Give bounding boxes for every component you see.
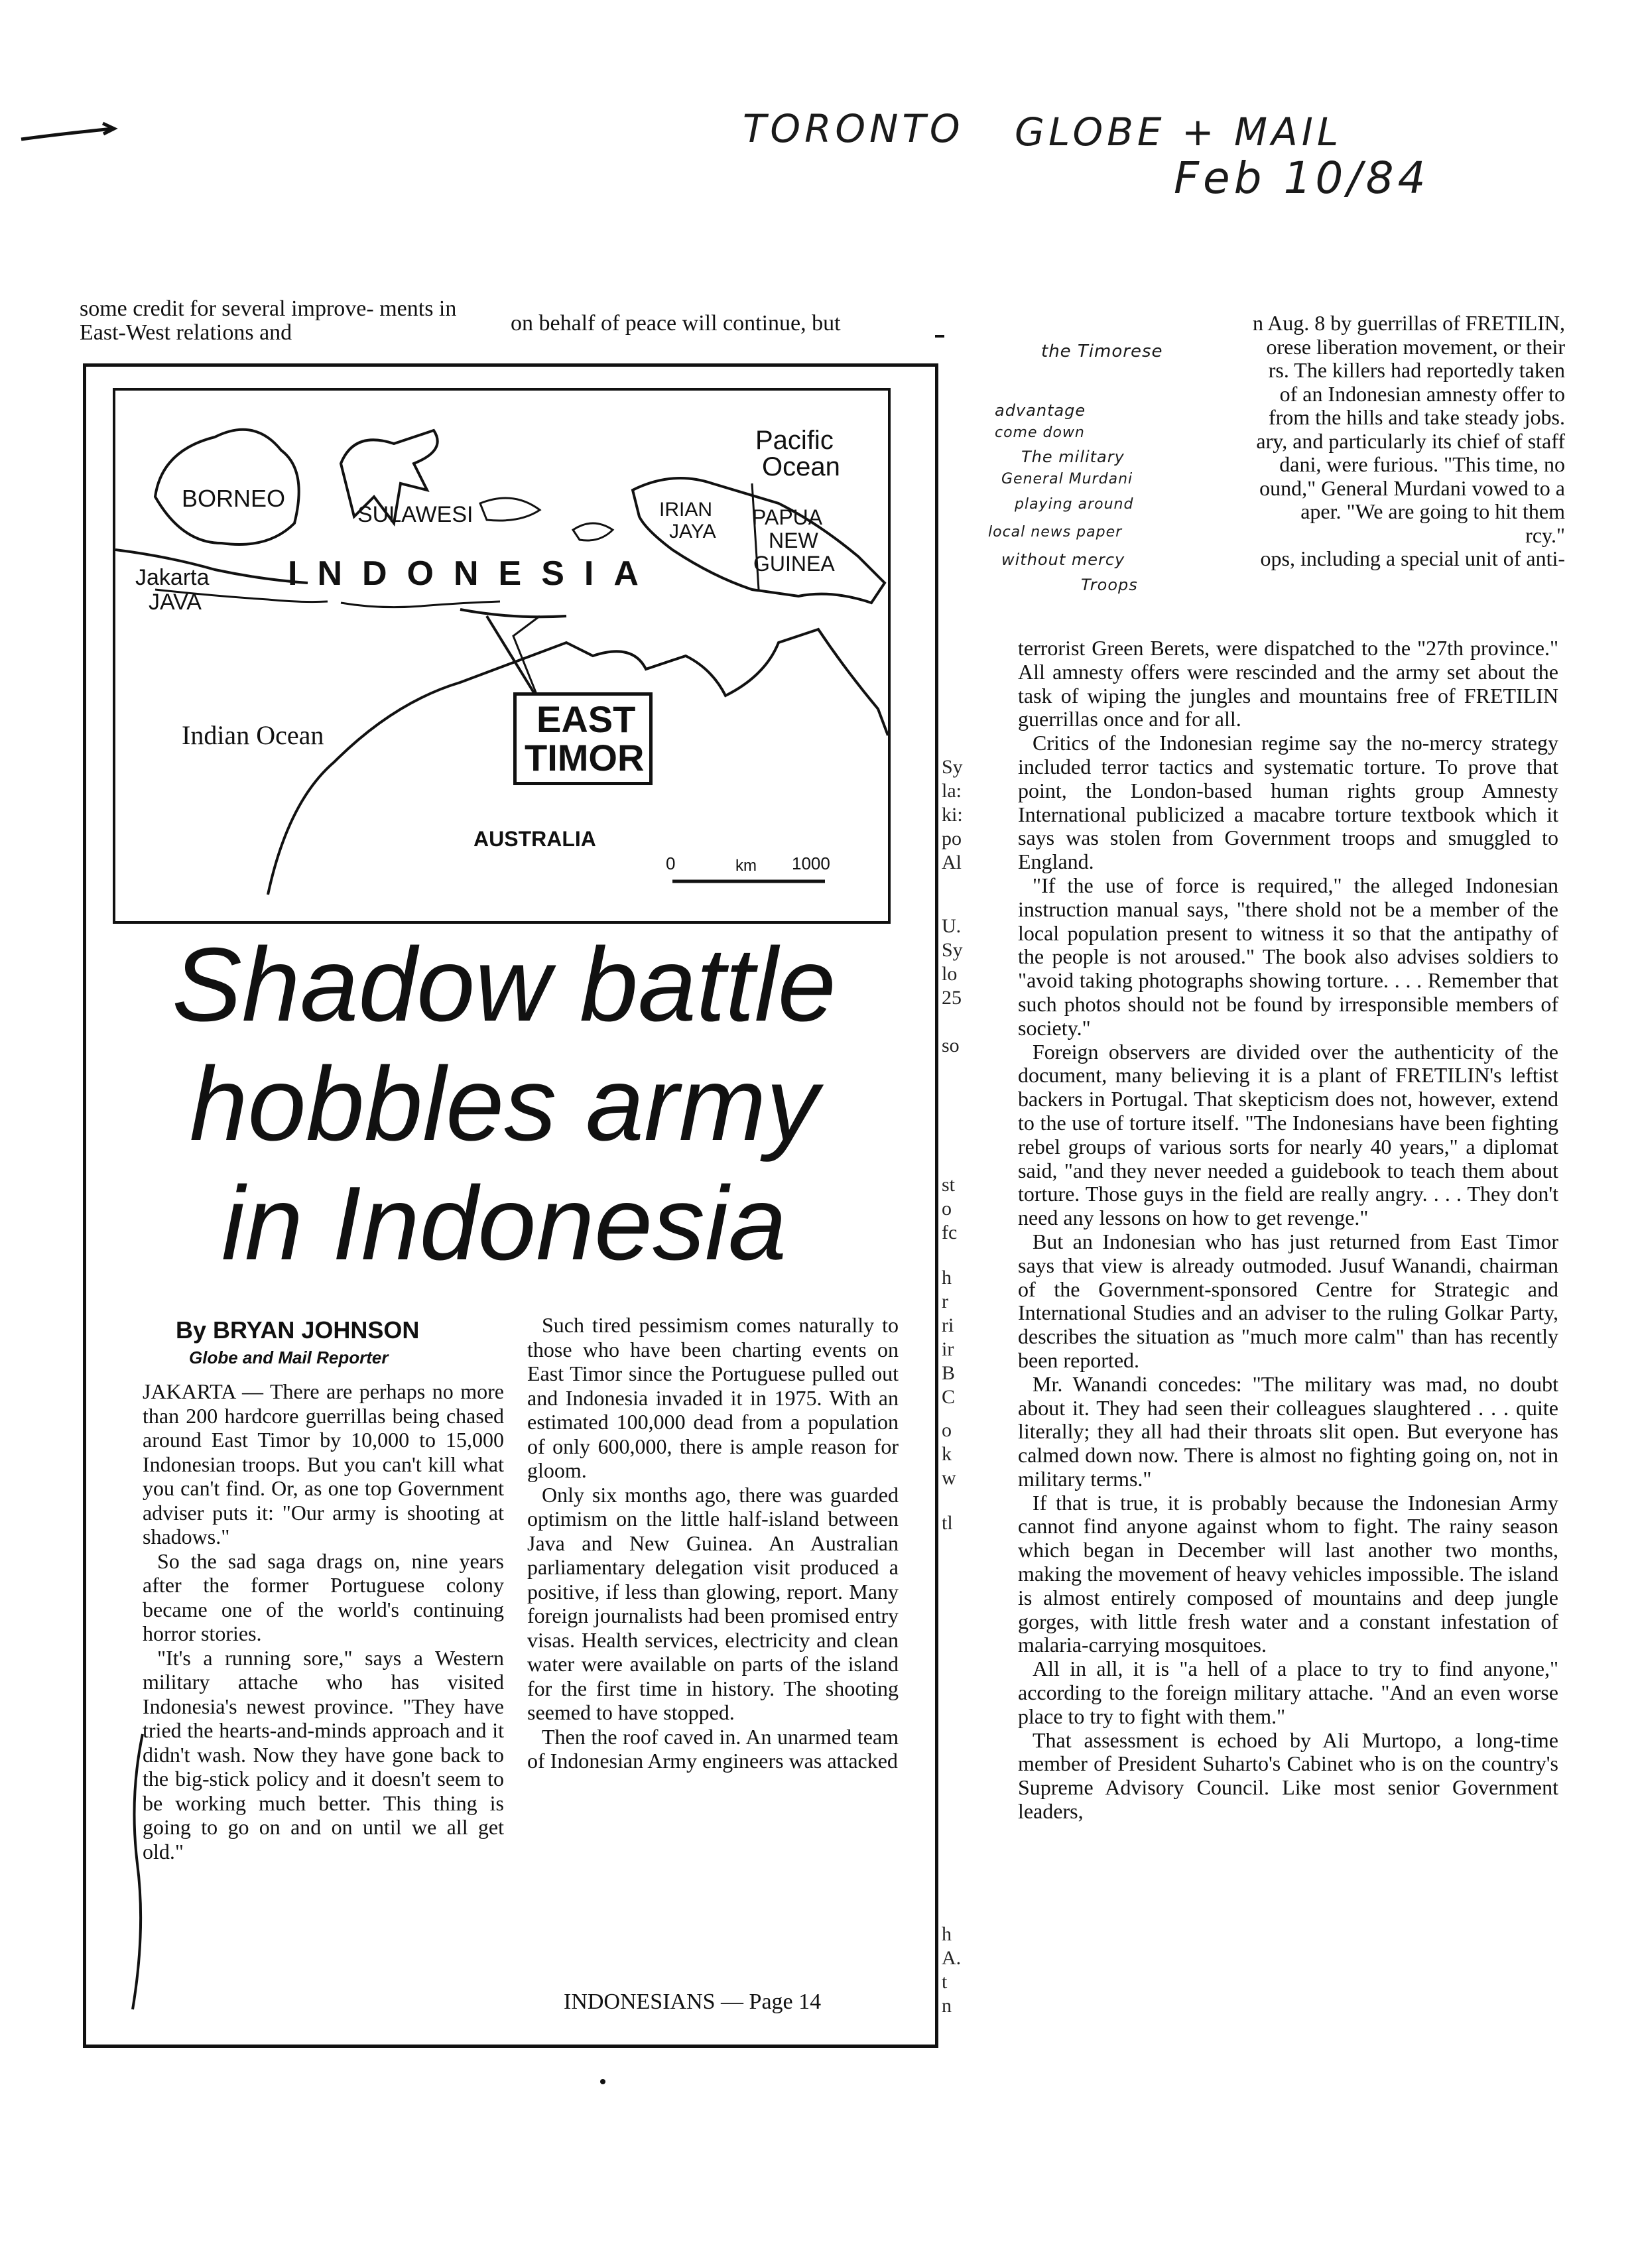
gutter-fragment: fc [942,1222,958,1243]
map-label-indian-ocean: Indian Ocean [182,720,324,750]
annotation-date: Feb 10/84 [1174,153,1430,204]
handwritten-note: Troops [1081,576,1138,594]
col3-top-line: rs. The killers had reportedly taken [1268,358,1565,382]
col3-paragraph: Mr. Wanandi concedes: "The military was mad, no doubt about it. They had seen their colleagues slaughtered . . . quite literally; they all had their throats slit open. But everyone has calmed down now. There is almost no fighting going on, not in military terms." [1018,1371,1558,1491]
col3-top-line: ary, and particularly its chief of staff [1256,428,1565,453]
map-label-pacific: Pacific [755,426,834,455]
handwritten-note: The military [1021,448,1125,466]
handwritten-note: General Murdani [1001,471,1133,487]
gutter-fragment: h [942,1267,952,1289]
map-label-irian-2: JAYA [669,521,716,542]
map-scale-zero: 0 [666,853,676,873]
col3-top-line: aper. "We are going to hit them [1300,499,1565,523]
jump-line: INDONESIANS — Page 14 [564,1989,822,2014]
handwritten-note: come down [995,424,1085,441]
handwritten-note: without mercy [1001,550,1125,569]
top-fragment-middle: on behalf of peace will continue, but [511,311,841,336]
gutter-fragment: po [942,828,962,850]
gutter-fragments [942,332,995,2056]
map-label-borneo: BORNEO [182,485,286,512]
map-label-sulawesi: SULAWESI [357,502,473,527]
col2-paragraph: Such tired pessimism comes naturally to those who have been charting events on East Timor since the Portuguese pulled out and Indonesia invaded it in 1975. With an estimated 100,000 dead from a population of only 600,000, there is ample reason for gloom. [527,1313,899,1482]
annotation-source: TORONTO [743,106,964,151]
map-label-australia: AUSTRALIA [473,827,596,851]
headline-line-1: Shadow battle [172,926,836,1043]
gutter-fragment: h [942,1923,952,1945]
map-label-east: EAST [536,698,636,740]
handwritten-note: playing around [1015,496,1134,513]
col1-paragraph: So the sad saga drags on, nine years after the former Portuguese colony became one of the world's continuing horror stories. [143,1548,504,1645]
handwritten-note: the Timorese [1041,342,1163,361]
gutter-fragment: so [942,1035,960,1056]
gutter-fragment: ri [942,1314,954,1336]
arrow-mark-icon [20,119,119,146]
byline-author: By BRYAN JOHNSON [176,1316,420,1344]
col3-paragraph: If that is true, it is probably because the Indonesian Army cannot find anyone against whom to fight. The rainy season which began in December will last another two months, making the movement of heavy vehicles impossible. The island is almost entirely composed of mountains and deep jungle gorges, with little fresh water and a constant infestation of malaria-carrying mosquitoes. [1018,1490,1558,1657]
map-label-irian-1: IRIAN [659,499,713,521]
gutter-fragment: B [942,1362,956,1384]
gutter-fragment: C [942,1386,956,1408]
col1-paragraph: "It's a running sore," says a Western military attache who has visited Indonesia's newest province. "They have tried the hearts-and-minds approach and it didn't wash. Now they have gone back to the big-stick policy and it doesn't seem to be working much better. This thing is going to go on and on until we all get old." [143,1645,504,1863]
map-label-jakarta: Jakarta [135,565,210,590]
gutter-fragment: la: [942,780,962,802]
map-label-papua-1: PAPUA [752,505,823,529]
map-label-papua-2: NEW [769,529,818,552]
article-column-2 [527,1313,899,1773]
gutter-fragment: o [942,1198,952,1220]
map-label-indonesia: INDONESIA [288,554,659,593]
gutter-fragment: k [942,1443,952,1465]
gutter-fragment: A. [942,1947,962,1969]
col3-paragraph: All in all, it is "a hell of a place to try to find anyone," according to the foreign military attache. "And an even worse place to try to fight with them." [1018,1657,1558,1728]
gutter-fragment: Al [942,851,962,873]
map-scale-km: km [735,857,757,875]
annotation-paper: GLOBE + MAIL [1015,109,1343,155]
headline-line-2: hobbles army [189,1046,819,1163]
gutter-fragment: r [942,1291,948,1312]
col3-top-line: of an Indonesian amnesty offer to [1279,381,1565,406]
col3-top-line: ops, including a special unit of anti- [1260,546,1565,570]
col1-paragraph: JAKARTA — There are perhaps no more than 200 hardcore guerrillas being chased around East Timor by 10,000 to 15,000 Indonesian troops. But you can't kill what you can't find. Or, as one top Government adviser puts it: "Our army is shooting at shadows." [143,1379,504,1548]
gutter-fragment: ki: [942,804,963,826]
col3-top-line: dani, were furious. "This time, no [1279,452,1565,476]
handwritten-note: advantage [995,401,1086,420]
map-label-papua-3: GUINEA [753,552,835,576]
col3-paragraph: terrorist Green Berets, were dispatched to the "27th province." All amnesty offers were rescinded and the army set about the task of wiping the jungles and mountains free of FRETILIN guerrillas once and for all. [1018,636,1558,731]
gutter-fragment: Sy [942,939,963,961]
map-label-java: JAVA [149,590,202,615]
byline-role: Globe and Mail Reporter [189,1348,389,1367]
col3-top-line: orese liberation movement, or their [1266,334,1565,359]
col3-paragraph: Critics of the Indonesian regime say the no-mercy strategy included terror tactics and systematic torture. To prove that point, the London-based human rights group Amnesty International publicized a macabre torture textbook which it says was stolen from Government troops and smuggled to England. [1018,731,1558,874]
gutter-fragment: w [942,1467,956,1489]
col3-top-line: from the hills and take steady jobs. [1268,405,1565,429]
scan-dot [935,335,944,338]
top-fragment-left: some credit for several improve- ments in East-West relations and [80,296,457,345]
map [113,388,891,924]
gutter-fragment: o [942,1419,952,1441]
gutter-fragment: Sy [942,756,963,778]
scan-dot [600,2079,605,2084]
map-scale-1000: 1000 [792,853,830,873]
col2-paragraph: Only six months ago, there was guarded optimism on the little half-island between Java and New Guinea. An Australian parliamentary delegation visit produced a positive, if less than glowing, report. Many foreign journalists had been promised entry visas. Health services, electricity and clean water were available on parts of the island for the first time in history. The shooting seemed to have stopped. [527,1482,899,1724]
gutter-fragment: U. [942,915,962,937]
col3-paragraph: But an Indonesian who has just returned from East Timor says that view is already outmoded. Jusuf Wanandi, chairman of the Government-sponsored Centre for Strategic and International Studies and an adviser to the ruling Golkar Party, describes the situation as "much more calm" than has recently been reported. [1018,1229,1558,1372]
gutter-fragment: t [942,1971,948,1993]
article-column-1 [143,1379,504,1863]
east-timor-label-box [513,692,653,785]
gutter-fragment: tl [942,1512,953,1534]
col3-paragraph: Foreign observers are divided over the authenticity of the document, many believing it is a plant of FRETILIN's leftist backers in Portugal. That skepticism does not, however, extend to the use of torture itself. "The Indonesians have been fighting rebel groups of various sorts for nearly 40 years," a diplomat said, "and they never needed a guidebook to teach them about torture. Those guys in the field are really angry. . . . They don't need any lessons on how to get revenge." [1018,1039,1558,1230]
col3-paragraph: That assessment is echoed by Ali Murtopo, a long-time member of President Suharto's Cabinet who is on the country's Supreme Advisory Council. Like most senior Government leaders, [1018,1728,1558,1824]
gutter-fragment: ir [942,1338,954,1360]
col2-paragraph: Then the roof caved in. An unarmed team of Indonesian Army engineers was attacked [527,1724,899,1773]
gutter-fragment: lo [942,963,958,985]
gutter-fragment: n [942,1995,952,2017]
map-label-timor: TIMOR [525,737,645,779]
article-column-3 [1018,637,1558,1824]
col3-top-line: rcy." [1525,523,1565,547]
col3-top-line: n Aug. 8 by guerrillas of FRETILIN, [1252,311,1565,335]
handwritten-note: local news paper [988,524,1123,540]
col3-top-line: ound," General Murdani vowed to a [1259,475,1565,500]
headline-line-3: in Indonesia [221,1165,787,1282]
column-3-top [1154,312,1565,571]
col3-paragraph: "If the use of force is required," the alleged Indonesian instruction manual says, "there shold not be a member of the local population present to witness it so that the antipathy of the people is not aroused." The book also advises soldiers to "avoid taking photographs showing torture. . . . Remember that such photos should not be found by irresponsible members of society." [1018,873,1558,1040]
map-label-ocean: Ocean [762,452,840,481]
gutter-fragment: st [942,1174,956,1196]
margin-bracket-mark [123,1731,149,2016]
gutter-fragment: 25 [942,987,962,1009]
